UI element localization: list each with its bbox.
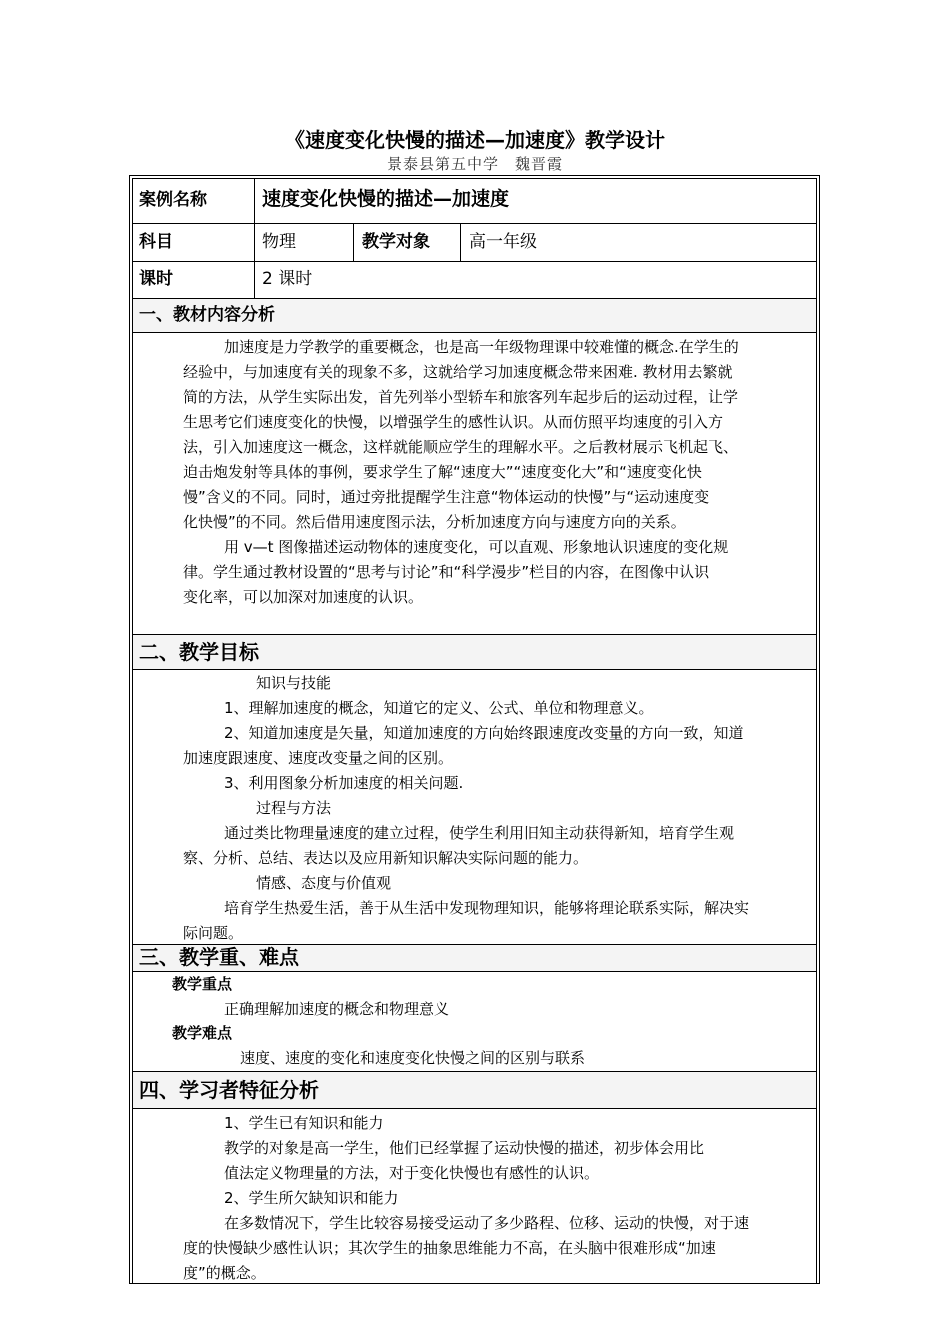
section1-heading: 一、教材内容分析 xyxy=(139,305,275,325)
section1-line: 经验中，与加速度有关的现象不多，这就给学习加速度概念带来困难. 教材用去繁就 xyxy=(183,363,733,381)
section2-line: 际问题。 xyxy=(183,924,244,942)
target-label: 教学对象 xyxy=(362,232,430,252)
row-divider xyxy=(132,634,817,635)
column-divider xyxy=(254,178,255,298)
row-divider xyxy=(132,1108,817,1109)
section1-line: 变化率，可以加深对加速度的认识。 xyxy=(183,588,424,606)
section1-line: 生思考它们速度变化的快慢，以增强学生的感性认识。从而仿照平均速度的引入方 xyxy=(183,413,724,431)
section1-line: 慢”含义的不同。同时，通过旁批提醒学生注意“物体运动的快慢”与“运动速度变 xyxy=(183,488,710,506)
row-divider xyxy=(132,223,817,224)
row-divider xyxy=(132,1071,817,1072)
section4-line: 2、学生所欠缺知识和能力 xyxy=(224,1189,399,1207)
difficult-point-text: 速度、速度的变化和速度变化快慢之间的区别与联系 xyxy=(240,1049,586,1067)
target-value: 高一年级 xyxy=(469,232,537,252)
subject-label: 科目 xyxy=(139,232,173,252)
section2-line: 2、知道加速度是矢量，知道加速度的方向始终跟速度改变量的方向一致，知道 xyxy=(224,724,744,742)
row-divider xyxy=(132,332,817,333)
section1-line: 用 v—t 图像描述运动物体的速度变化，可以直观、形象地认识速度的变化规 xyxy=(224,538,729,556)
section1-line: 法，引入加速度这一概念，这样就能顺应学生的理解水平。之后教材展示飞机起飞、 xyxy=(183,438,739,456)
section2-line: 加速度跟速度、速度改变量之间的区别。 xyxy=(183,749,454,767)
row-divider xyxy=(132,971,817,972)
hours-value: 2 课时 xyxy=(262,269,313,289)
section2-line: 1、理解加速度的概念，知道它的定义、公式、单位和物理意义。 xyxy=(224,699,654,717)
document-title: 《速度变化快慢的描述—加速度》教学设计 xyxy=(285,128,665,152)
difficult-point-label: 教学难点 xyxy=(172,1024,233,1042)
section1-line: 加速度是力学教学的重要概念，也是高一年级物理课中较难懂的概念.在学生的 xyxy=(224,338,739,356)
section4-line: 度的快慢缺少感性认识；其次学生的抽象思维能力不高，在头脑中很难形成“加速 xyxy=(183,1239,716,1257)
column-divider xyxy=(460,223,461,261)
section4-heading: 四、学习者特征分析 xyxy=(139,1078,319,1102)
section4-line: 教学的对象是高一学生，他们已经掌握了运动快慢的描述，初步体会用比 xyxy=(224,1139,705,1157)
row-divider xyxy=(132,261,817,262)
section2-line: 3、利用图象分析加速度的相关问题. xyxy=(224,774,464,792)
section1-line: 简的方法，从学生实际出发，首先列举小型轿车和旅客列车起步后的运动过程，让学 xyxy=(183,388,739,406)
section2-line: 察、分析、总结、表达以及应用新知识解决实际问题的能力。 xyxy=(183,849,589,867)
case-name-label: 案例名称 xyxy=(139,190,207,210)
section2-heading: 二、教学目标 xyxy=(139,640,259,664)
objective-subheading: 过程与方法 xyxy=(256,799,332,817)
key-point-text: 正确理解加速度的概念和物理意义 xyxy=(224,1000,450,1018)
objective-subheading: 知识与技能 xyxy=(256,674,332,692)
section2-line: 通过类比物理量速度的建立过程，使学生利用旧知主动获得新知，培育学生观 xyxy=(224,824,735,842)
section1-line: 化快慢”的不同。然后借用速度图示法，分析加速度方向与速度方向的关系。 xyxy=(183,513,686,531)
author-line: 景泰县第五中学 魏晋霞 xyxy=(386,155,563,173)
section4-line: 1、学生已有知识和能力 xyxy=(224,1114,384,1132)
section1-line: 律。学生通过教材设置的“思考与讨论”和“科学漫步”栏目的内容，在图像中认识 xyxy=(183,563,710,581)
row-divider xyxy=(132,669,817,670)
key-point-label: 教学重点 xyxy=(172,975,233,993)
objective-subheading: 情感、态度与价值观 xyxy=(256,874,392,892)
section4-line: 度”的概念。 xyxy=(183,1264,266,1282)
section4-line: 在多数情况下，学生比较容易接受运动了多少路程、位移、运动的快慢，对于速 xyxy=(224,1214,750,1232)
section4-line: 值法定义物理量的方法，对于变化快慢也有感性的认识。 xyxy=(224,1164,600,1182)
row-divider xyxy=(132,298,817,299)
section3-heading: 三、教学重、难点 xyxy=(139,945,299,969)
case-name-value: 速度变化快慢的描述—加速度 xyxy=(262,188,510,210)
section1-line: 迫击炮发射等具体的事例，要求学生了解“速度大”“速度变化大”和“速度变化快 xyxy=(183,463,702,481)
hours-label: 课时 xyxy=(139,269,173,289)
column-divider xyxy=(353,223,354,261)
section2-line: 培育学生热爱生活，善于从生活中发现物理知识，能够将理论联系实际，解决实 xyxy=(224,899,750,917)
subject-value: 物理 xyxy=(262,232,296,252)
